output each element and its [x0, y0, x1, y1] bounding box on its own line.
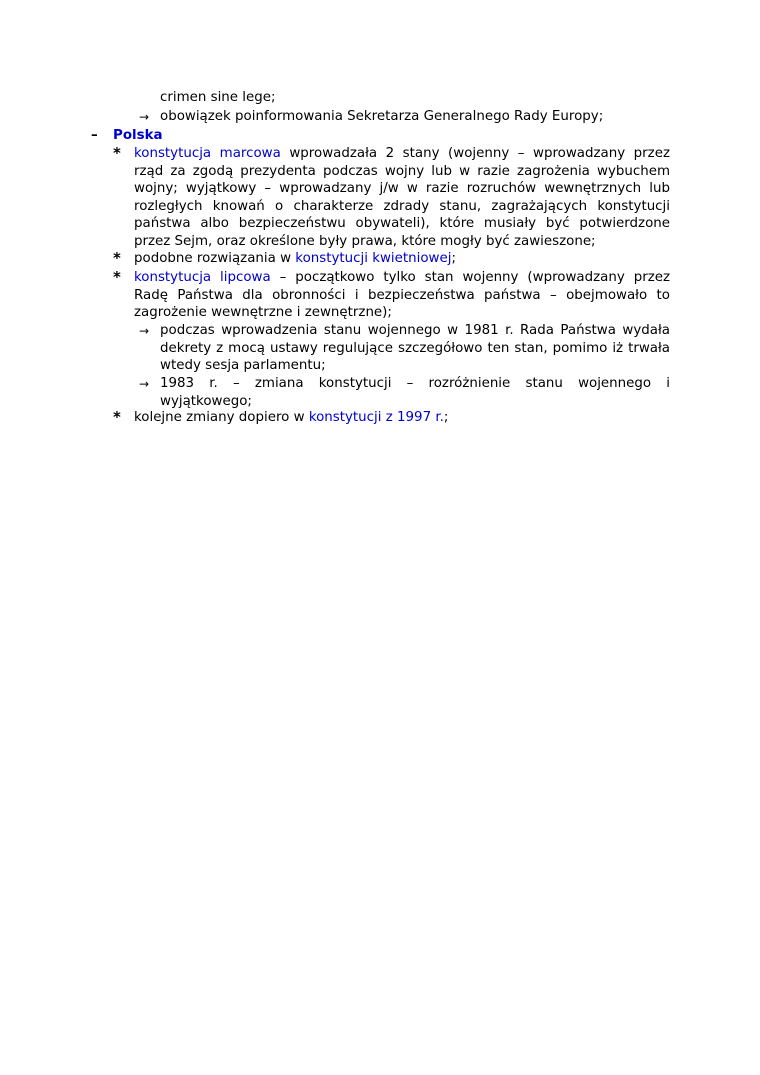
list-item — [160, 375, 670, 410]
konstytucja-lipcowa-link[interactable]: konstytucja lipcowa — [134, 270, 271, 285]
section-heading — [113, 127, 163, 145]
paragraph-line — [134, 145, 670, 163]
paragraph-line: rozległych knowań o charakterze zdrady stanu, zagrażających konstytucji — [134, 198, 670, 214]
paragraph-line: wojny; wyjątkowy – wprowadzany j/w w razie rozruchów wewnętrznych lub — [134, 181, 670, 197]
item-text: kolejne zmiany dopiero w — [134, 410, 309, 425]
asterisk-bullet-icon: * — [113, 144, 121, 162]
item-text: ; — [443, 410, 449, 425]
paragraph-line: rząd za zgodą prezydenta podczas wojny lub w razie zagrożenia wybuchem — [134, 163, 670, 179]
asterisk-bullet-icon: * — [113, 249, 121, 267]
paragraph-line: państwa albo bezpieczeństwu obywateli), które musiały być potwierdzone — [134, 216, 670, 232]
list-item — [134, 250, 456, 268]
item-text: podobne rozwiązania w — [134, 251, 296, 266]
paragraph-line: wtedy sesja parlamentu; — [160, 358, 326, 374]
list-item — [134, 145, 670, 251]
asterisk-bullet-icon: * — [113, 268, 121, 286]
list-item — [160, 108, 603, 126]
arrow-item-text: obowiązek poinformowania Sekretarza Generalnego Rady Europy; — [160, 109, 604, 124]
dash-bullet-icon: – — [91, 128, 98, 143]
arrow-bullet-icon: → — [139, 377, 150, 391]
continuation-line — [160, 89, 276, 107]
paragraph-line: Radę Państwa dla obronności i bezpieczeństwa państwa – obejmowało to — [134, 287, 670, 303]
konstytucja-kwietniowa-link[interactable]: konstytucji kwietniowej — [295, 251, 452, 266]
paragraph-line: 1983 r. – zmiana konstytucji – rozróżnienie stanu wojennego i — [160, 376, 670, 391]
paragraph-line: wyjątkowego; — [160, 393, 252, 409]
paragraph-line: zagrożenie wewnętrzne i zewnętrzne); — [134, 305, 392, 321]
continuation-text: crimen sine lege; — [160, 90, 276, 105]
konstytucja-marcowa-link[interactable]: konstytucja marcowa — [134, 146, 281, 161]
item-text: – początkowo tylko stan wojenny (wprowadzany przez — [270, 270, 670, 285]
asterisk-bullet-icon: * — [113, 408, 121, 426]
konstytucja-1997-link[interactable]: konstytucji z 1997 r. — [308, 410, 444, 425]
item-text: ; — [451, 251, 456, 266]
paragraph-line: podczas wprowadzenia stanu wojennego w 1981 r. Rada Państwa wydała — [160, 323, 670, 338]
arrow-bullet-icon: → — [139, 110, 150, 124]
item-text: wprowadzała 2 stany (wojenny – wprowadzany przez — [280, 146, 670, 161]
paragraph-line: dekrety z mocą ustawy regulujące szczegółowo ten stan, pomimo iż trwała — [160, 340, 670, 356]
list-item — [160, 322, 670, 375]
paragraph-line: przez Sejm, oraz określone były prawa, które mogły być zawieszone; — [134, 233, 596, 249]
list-item — [134, 269, 670, 322]
list-item — [134, 409, 448, 427]
section-heading-link[interactable]: Polska — [113, 128, 163, 143]
arrow-bullet-icon: → — [139, 324, 150, 338]
paragraph-line — [134, 269, 670, 287]
